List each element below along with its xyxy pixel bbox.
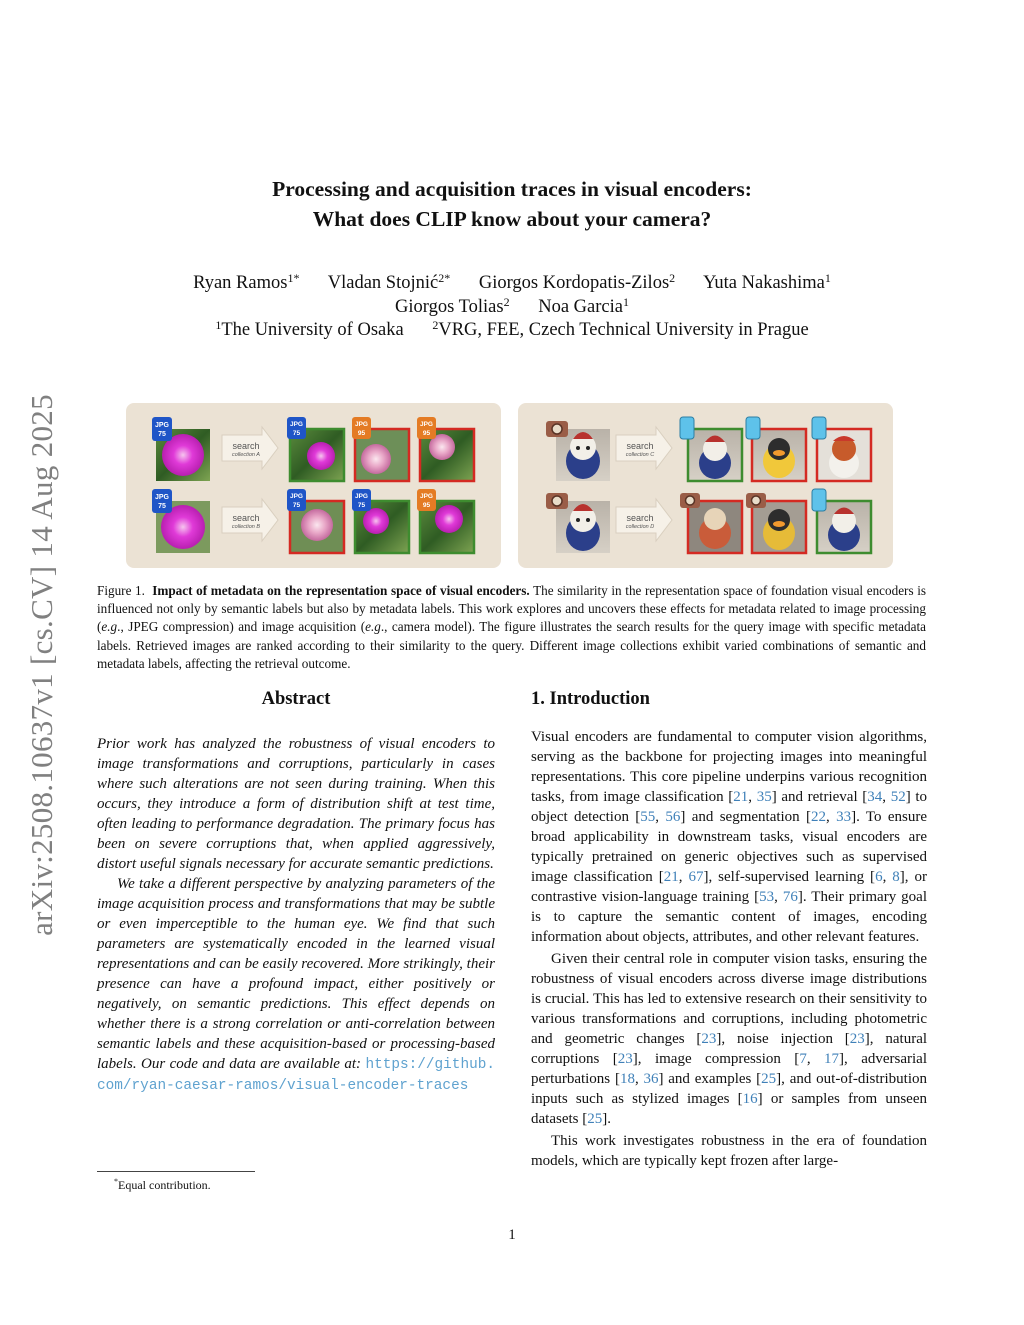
author-affiliation-mark: 2 xyxy=(669,271,676,285)
search-label: search xyxy=(232,441,260,451)
arxiv-identifier[interactable]: arXiv:2508.10637v1 [cs.CV] 14 Aug 2025 xyxy=(24,394,59,936)
svg-text:JPG: JPG xyxy=(289,421,304,428)
citation-link[interactable]: 21 xyxy=(663,869,679,885)
intro-text: ] or samples from unseen datasets [ xyxy=(531,1091,927,1127)
jpg-badge-icon xyxy=(417,417,436,439)
camera-icon xyxy=(546,421,568,437)
intro-text: ] and segmentation [ xyxy=(680,809,812,825)
caption-title: Impact of metadata on the representation space of visual encoders. xyxy=(152,583,530,598)
introduction-heading: 1. Introduction xyxy=(531,689,650,709)
intro-paragraph-2 xyxy=(531,949,927,1129)
citation-link[interactable]: 23 xyxy=(849,1031,865,1047)
jpg-badge-icon xyxy=(352,417,371,439)
jpg-badge-icon xyxy=(417,489,436,511)
citation-link[interactable]: 67 xyxy=(688,869,704,885)
camera-icon xyxy=(546,493,568,509)
intro-text: ], and out-of-distribution inputs such as stylized images [ xyxy=(531,1071,927,1107)
intro-paragraph-3: This work investigates robustness in the era of foundation models, which are typically kept frozen after large- xyxy=(531,1133,927,1169)
search-label-b xyxy=(226,514,266,532)
citation-link[interactable]: 76 xyxy=(782,889,798,905)
affiliation-name: The University of Osaka xyxy=(221,320,404,340)
paper-title-line-2: What does CLIP know about your camera? xyxy=(312,207,712,231)
figure-1 xyxy=(126,403,893,568)
collection-label: collection C xyxy=(625,452,655,458)
intro-text: ] and retrieval [ xyxy=(771,789,868,805)
intro-text: , xyxy=(806,1051,825,1067)
citation-link[interactable]: 36 xyxy=(643,1071,659,1087)
affiliation-mark: 1 xyxy=(215,318,222,332)
intro-text: Visual encoders are fundamental to computer vision algorithms, serving as the backbone for projecting images into meaningful representations. This core pipeline underpins various recognition tasks, from image classification [ xyxy=(531,729,927,805)
jpg-badge-icon xyxy=(152,489,172,513)
footnote xyxy=(114,1177,211,1193)
intro-text: ] to object detection [ xyxy=(531,789,928,825)
abstract-paragraph: Prior work has analyzed the robustness of visual encoders to image transformations and corruptions, particularly in cases where such alterations are not seen during training. When this occurs, they introduce a form of distribution shift at test time, often leading to performance degradation. The primary focus has been on severe corruptions that, when applied aggressively, distort useful signals necessary for accurate semantic predictions. xyxy=(97,736,495,872)
arxiv-sidebar xyxy=(20,370,64,960)
collection-label: collection A xyxy=(232,452,260,458)
svg-text:JPG: JPG xyxy=(419,493,434,500)
figure-1-illustration xyxy=(126,403,893,568)
citation-link[interactable]: 34 xyxy=(867,789,883,805)
svg-text:95: 95 xyxy=(422,430,431,437)
svg-text:95: 95 xyxy=(422,502,431,509)
intro-text: ]. To ensure broad applicability in downstream tasks, visual encoders are typically pretrained on generic objectives such as supervised image classification [ xyxy=(531,809,928,885)
intro-text: ]. Their primary goal is to capture the semantic content of images, encoding information about objects, attributes, and other relevant features. xyxy=(531,889,927,945)
svg-text:75: 75 xyxy=(158,431,166,438)
author-name: Ryan Ramos xyxy=(193,273,288,293)
caption-label: Figure 1. xyxy=(97,583,145,598)
svg-text:75: 75 xyxy=(357,502,366,509)
caption-text: ., camera model). The figure illustrates the search results for the query image with specific metadata labels. Retrieved images are ranked according to their similarity to the query. Different image collections exhibit varied combinations of semantic and metadata labels, affecting the retrieval outcome. xyxy=(97,619,926,671)
author-affiliation-mark: 2 xyxy=(503,295,510,309)
citation-link[interactable]: 21 xyxy=(733,789,749,805)
camera-icon xyxy=(746,493,766,508)
author-name: Giorgos Tolias xyxy=(395,297,504,317)
code-repository-link[interactable]: https://github.com/ryan-caesar-ramos/visual-encoder-traces xyxy=(97,1057,495,1094)
author-name: Vladan Stojnić xyxy=(327,273,439,293)
intro-text: , xyxy=(882,869,893,885)
svg-text:JPG: JPG xyxy=(154,422,170,429)
search-label-c xyxy=(620,442,660,460)
collection-label: collection B xyxy=(231,524,261,530)
citation-link[interactable]: 35 xyxy=(756,789,772,805)
phone-icon xyxy=(746,417,760,439)
search-label: search xyxy=(626,441,654,451)
intro-paragraph-1 xyxy=(531,727,927,947)
author-list-line-2 xyxy=(0,295,1024,319)
collection-label: collection D xyxy=(625,524,655,530)
author-name: Giorgos Kordopatis-Zilos xyxy=(478,273,670,293)
citation-link[interactable]: 33 xyxy=(836,809,852,825)
search-label-d xyxy=(620,514,660,532)
jpg-badge-icon xyxy=(352,489,371,511)
affiliations xyxy=(0,318,1024,342)
intro-text: ], natural corruptions [ xyxy=(531,1031,928,1067)
author-name: Noa Garcia xyxy=(538,297,623,317)
caption-text: ., JPEG compression) and image acquisition ( xyxy=(117,619,366,635)
footnote-text: Equal contribution. xyxy=(118,1178,211,1192)
citation-link[interactable]: 18 xyxy=(619,1071,635,1087)
svg-text:75: 75 xyxy=(158,503,166,510)
svg-text:JPG: JPG xyxy=(354,421,369,428)
svg-text:75: 75 xyxy=(292,502,301,509)
intro-text: ], self-supervised learning [ xyxy=(703,869,876,885)
svg-text:95: 95 xyxy=(357,430,366,437)
author-list-line-1 xyxy=(0,271,1024,295)
intro-text: , xyxy=(748,789,757,805)
footnote-divider xyxy=(97,1171,255,1172)
caption-text: e.g xyxy=(365,619,381,635)
jpg-badge-icon xyxy=(287,489,306,511)
result-image xyxy=(752,501,806,553)
page-number: 1 xyxy=(508,1227,516,1243)
citation-link[interactable]: 22 xyxy=(811,809,827,825)
author-affiliation-mark: 1 xyxy=(622,295,629,309)
author-affiliation-mark: 1 xyxy=(824,271,831,285)
citation-link[interactable]: 25 xyxy=(761,1071,777,1087)
abstract-body xyxy=(97,734,495,1096)
jpg-badge-icon xyxy=(287,417,306,439)
svg-text:JPG: JPG xyxy=(154,494,170,501)
citation-link[interactable]: 23 xyxy=(617,1051,633,1067)
intro-text: ]. xyxy=(602,1111,611,1127)
affiliation-name: VRG, FEE, Czech Technical University in Prague xyxy=(438,320,809,340)
introduction-body xyxy=(531,727,927,1171)
jpg-badge-icon xyxy=(152,417,172,441)
author-affiliation-mark: 2* xyxy=(438,271,451,285)
citation-link[interactable]: 53 xyxy=(759,889,775,905)
figure-1-caption xyxy=(97,582,926,673)
citation-link[interactable]: 23 xyxy=(701,1031,717,1047)
svg-text:JPG: JPG xyxy=(354,493,369,500)
citation-link[interactable]: 7 xyxy=(799,1051,807,1067)
phone-icon xyxy=(680,417,694,439)
search-label-a xyxy=(226,442,266,460)
intro-text: , xyxy=(634,1071,644,1087)
affiliation-mark: 2 xyxy=(432,318,439,332)
footnote-mark: * xyxy=(114,1177,118,1186)
intro-text: Given their central role in computer vision tasks, ensuring the robustness of visual encoders across diverse image distributions is crucial. This has led to extensive research on their sensitivity to various transformations and corruptions, including photometric and geometric changes [ xyxy=(531,951,927,1047)
abstract-heading: Abstract xyxy=(261,689,331,709)
abstract-text: We take a different perspective by analyzing parameters of the image acquisition process and transformations that may be subtle or even imperceptible to the human eye. We find that such parameters are systematically encoded in the learned visual representations and can be easily recovered. More strikingly, their presence can have a profound impact, either positively or negatively, on semantic predictions. This effect depends on whether there is a strong correlation or anti-correlation between semantic labels and these acquisition-based or processing-based labels. Our code and data are available at: xyxy=(97,876,495,1072)
intro-text: , xyxy=(774,889,783,905)
citation-link[interactable]: 56 xyxy=(665,809,681,825)
intro-text: , xyxy=(826,809,837,825)
abstract-paragraph xyxy=(97,874,495,1096)
citation-link[interactable]: 52 xyxy=(890,789,906,805)
citation-link[interactable]: 8 xyxy=(892,869,900,885)
intro-text: , xyxy=(655,809,666,825)
intro-text: , xyxy=(678,869,689,885)
svg-text:JPG: JPG xyxy=(289,493,304,500)
paper-title-line-1: Processing and acquisition traces in visual encoders: xyxy=(272,177,752,201)
intro-text: , xyxy=(882,789,891,805)
intro-text: ], adversarial perturbations [ xyxy=(531,1051,927,1087)
citation-link[interactable]: 6 xyxy=(875,869,883,885)
result-image xyxy=(688,429,742,481)
phone-icon xyxy=(812,489,826,511)
citation-link[interactable]: 55 xyxy=(640,809,656,825)
caption-text: e.g xyxy=(101,619,118,635)
svg-text:JPG: JPG xyxy=(419,421,434,428)
citation-link[interactable]: 17 xyxy=(824,1051,840,1067)
result-image xyxy=(688,501,742,553)
phone-icon xyxy=(812,417,826,439)
search-label: search xyxy=(626,513,654,523)
intro-text: ], image compression [ xyxy=(632,1051,800,1067)
author-name: Yuta Nakashima xyxy=(703,273,825,293)
caption-text: The similarity in the representation space of foundation visual encoders is influenced not only by semantic labels but also by metadata labels. This work explores and uncovers these effects for metadata related to image processing ( xyxy=(97,583,926,635)
citation-link[interactable]: 16 xyxy=(742,1091,758,1107)
intro-text: ], noise injection [ xyxy=(716,1031,850,1047)
intro-text: ] and examples [ xyxy=(658,1071,762,1087)
citation-link[interactable]: 25 xyxy=(587,1111,603,1127)
intro-text: ], or contrastive vision-language training [ xyxy=(531,869,927,905)
svg-text:75: 75 xyxy=(292,430,301,437)
author-affiliation-mark: 1* xyxy=(287,271,300,285)
search-label: search xyxy=(232,513,260,523)
camera-icon xyxy=(680,493,700,508)
